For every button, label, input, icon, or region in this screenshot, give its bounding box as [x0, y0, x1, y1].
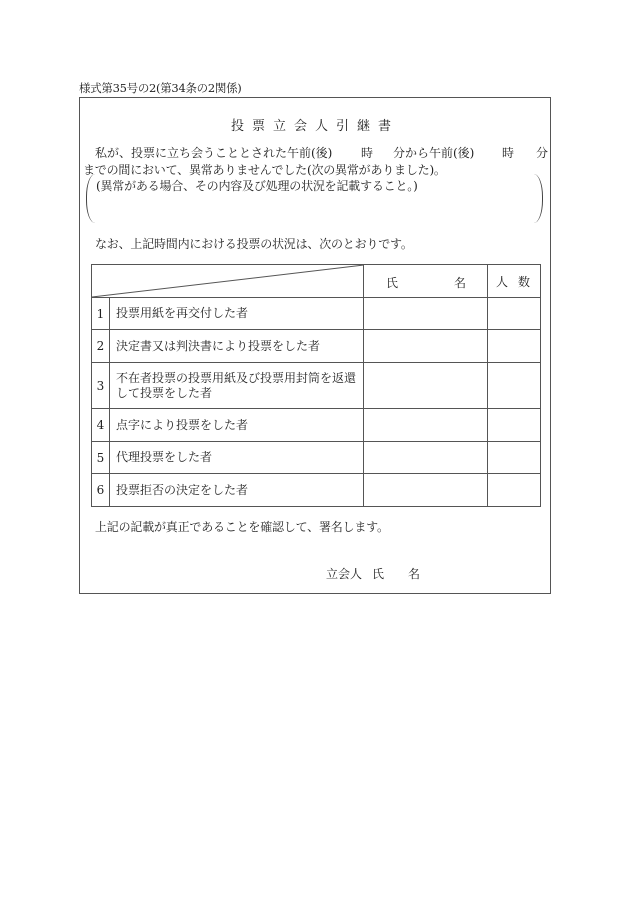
table-row — [92, 363, 541, 409]
header-name-cell — [364, 265, 488, 298]
table-row — [92, 442, 541, 474]
diagonal-line — [92, 265, 364, 297]
row-label: 決定書又は判決書により投票をした者 — [110, 330, 364, 363]
note-bracket-left — [86, 174, 95, 223]
row-number: 2 — [92, 330, 110, 363]
table-row — [92, 409, 541, 442]
name-cell[interactable] — [364, 298, 488, 330]
table-row — [92, 474, 541, 507]
count-cell[interactable] — [488, 363, 541, 409]
voting-status-table — [91, 264, 541, 507]
statement-part2: 分から午前(後) — [393, 146, 475, 160]
row-label: 投票用紙を再交付した者 — [110, 298, 364, 330]
statement-hour2: 時 — [502, 146, 515, 160]
name-cell[interactable] — [364, 409, 488, 442]
table-header-row — [92, 265, 541, 298]
name-cell[interactable] — [364, 363, 488, 409]
row-number: 5 — [92, 442, 110, 474]
statement-minute2: 分 — [536, 146, 549, 160]
row-label: 投票拒否の決定をした者 — [110, 474, 364, 507]
header-name-2: 名 — [454, 276, 467, 290]
row-number: 3 — [92, 363, 110, 409]
statement-part1: 投票に立ち会うこととされた午前(後) — [131, 146, 333, 160]
row-label: 代理投票をした者 — [110, 442, 364, 474]
table-row — [92, 330, 541, 363]
confirmation-text: 上記の記載が真正であることを確認して、署名します。 — [95, 520, 389, 534]
count-cell[interactable] — [488, 409, 541, 442]
count-cell[interactable] — [488, 330, 541, 363]
document-title: 投票立会人引継書 — [230, 119, 399, 134]
name-cell[interactable] — [364, 442, 488, 474]
row-number: 6 — [92, 474, 110, 507]
name-cell[interactable] — [364, 330, 488, 363]
signature-name-2: 名 — [408, 567, 421, 581]
form-reference: 様式第35号の2(第34条の2関係) — [79, 81, 242, 95]
table-row — [92, 298, 541, 330]
signature-name-1: 氏 — [372, 567, 385, 581]
count-cell[interactable] — [488, 298, 541, 330]
diagonal-header-cell — [92, 265, 364, 298]
row-number: 1 — [92, 298, 110, 330]
statement-indent: 私が、 — [95, 146, 132, 160]
count-cell[interactable] — [488, 442, 541, 474]
signature-label: 立会人 — [326, 567, 363, 581]
row-number: 4 — [92, 409, 110, 442]
statement-line2: までの間において、異常ありませんでした(次の異常がありました)。 — [83, 163, 446, 177]
header-name-1: 氏 — [386, 276, 399, 290]
name-cell[interactable] — [364, 474, 488, 507]
abnormal-note: (異常がある場合、その内容及び処理の状況を記載すること。) — [96, 179, 418, 193]
count-cell[interactable] — [488, 474, 541, 507]
row-label: 点字により投票をした者 — [110, 409, 364, 442]
status-intro: なお、上記時間内における投票の状況は、次のとおりです。 — [95, 237, 413, 251]
header-count: 人数 — [488, 265, 541, 298]
row-label: 不在者投票の投票用紙及び投票用封筒を返還して投票をした者 — [110, 363, 364, 409]
statement-hour1: 時 — [361, 146, 374, 160]
